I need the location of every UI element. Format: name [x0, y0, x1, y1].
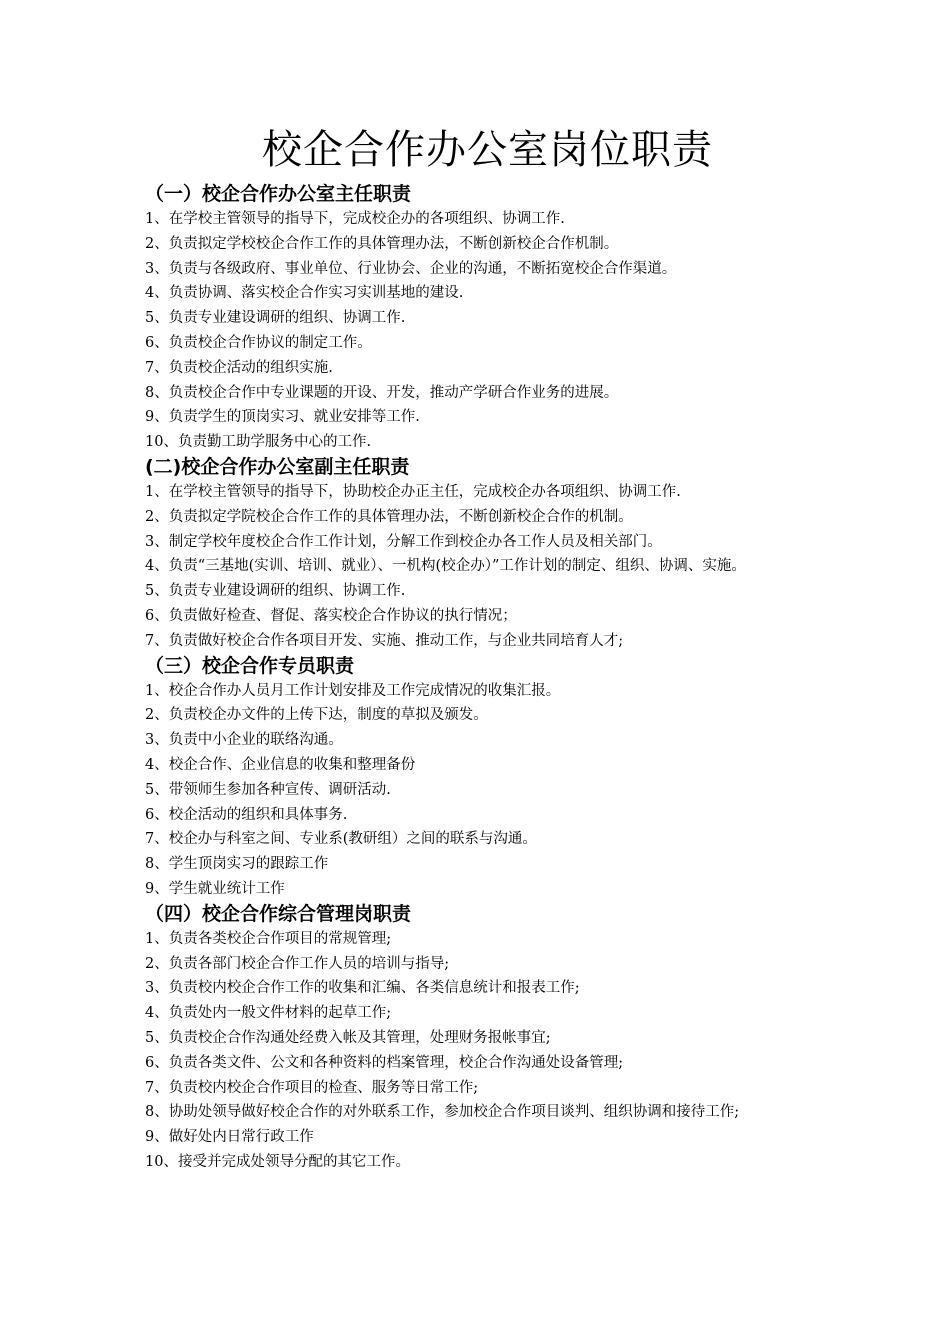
list-item: 9、做好处内日常行政工作 — [145, 1129, 314, 1146]
list-item: 5、负责校企合作沟通处经费入帐及其管理，处理财务报帐事宜; — [145, 1029, 551, 1046]
list-item: 7、负责校内校企合作项目的检查、服务等日常工作; — [145, 1079, 479, 1096]
list-item: 4、校企合作、企业信息的收集和整理备份 — [145, 756, 416, 773]
list-item: 3、负责与各级政府、事业单位、行业协会、企业的沟通，不断拓宽校企合作渠道。 — [145, 260, 677, 277]
list-item: 4、负责“三基地(实训、培训、就业）、一机构(校企办）”工作计划的制定、组织、协调、实施。 — [145, 558, 746, 575]
section-director — [145, 182, 830, 455]
list-item: 8、学生顶岗实习的跟踪工作 — [145, 856, 329, 873]
list-item: 3、负责校内校企合作工作的收集和汇编、各类信息统计和报表工作; — [145, 980, 580, 997]
section-deputy-director — [145, 455, 830, 654]
list-item: 4、负责协调、落实校企合作实习实训基地的建设. — [145, 285, 464, 302]
list-item: 6、校企活动的组织和具体事务. — [145, 806, 348, 823]
list-item: 2、负责拟定学院校企合作工作的具体管理办法，不断创新校企合作的机制。 — [145, 508, 633, 525]
list-item: 7、负责做好校企合作各项目开发、实施、推动工作，与企业共同培育人才; — [145, 632, 624, 649]
list-item: 5、带领师生参加各种宣传、调研活动. — [145, 781, 391, 798]
list-item: 8、协助处领导做好校企合作的对外联系工作，参加校企合作项目谈判、组织协调和接待工作; — [145, 1104, 740, 1121]
list-item: 6、负责做好检查、督促、落实校企合作协议的执行情况； — [145, 607, 517, 624]
section-general-management — [145, 902, 830, 1175]
section-heading: （一）校企合作办公室主任职责 — [145, 183, 412, 205]
document-title: 校企合作办公室岗位职责 — [262, 127, 713, 173]
list-item: 8、负责校企合作中专业课题的开设、开发，推动产学研合作业务的进展。 — [145, 384, 619, 401]
list-item: 1、校企合作办人员月工作计划安排及工作完成情况的收集汇报。 — [145, 682, 561, 699]
list-item: 4、负责处内一般文件材料的起草工作; — [145, 1005, 392, 1022]
list-item: 3、负责中小企业的联络沟通。 — [145, 732, 343, 749]
section-heading: （四）校企合作综合管理岗职责 — [145, 902, 412, 925]
list-item: 9、学生就业统计工作 — [145, 880, 285, 897]
list-item: 10、接受并完成处领导分配的其它工作。 — [145, 1153, 410, 1170]
list-item: 2、负责校企办文件的上传下达，制度的草拟及颁发。 — [145, 707, 488, 724]
list-item: 1、在学校主管领导的指导下，协助校企办正主任，完成校企办各项组织、协调工作. — [145, 483, 681, 500]
list-item: 2、负责各部门校企合作工作人员的培训与指导; — [145, 955, 450, 972]
list-item: 10、负责勤工助学服务中心的工作. — [145, 434, 372, 451]
list-item: 6、负责校企合作协议的制定工作。 — [145, 334, 372, 351]
list-item: 6、负责各类文件、公文和各种资料的档案管理，校企合作沟通处设备管理; — [145, 1054, 624, 1071]
list-item: 1、负责各类校企合作项目的常规管理; — [145, 930, 392, 947]
section-heading: (二)校企合作办公室副主任职责 — [145, 455, 410, 478]
section-specialist — [145, 654, 830, 902]
list-item: 7、负责校企活动的组织实施. — [145, 359, 333, 376]
list-item: 1、在学校主管领导的指导下，完成校企办的各项组织、协调工作. — [145, 211, 565, 227]
document-page — [145, 118, 830, 1175]
list-item: 3、制定学校年度校企合作工作计划，分解工作到校企办各工作人员及相关部门。 — [145, 533, 662, 550]
list-item: 2、负责拟定学校校企合作工作的具体管理办法，不断创新校企合作机制。 — [145, 235, 619, 252]
list-item: 9、负责学生的顶岗实习、就业安排等工作. — [145, 409, 420, 426]
list-item: 5、负责专业建设调研的组织、协调工作. — [145, 583, 406, 600]
list-item: 5、负责专业建设调研的组织、协调工作. — [145, 310, 406, 327]
section-heading: （三）校企合作专员职责 — [145, 654, 355, 677]
list-item: 7、校企办与科室之间、专业系(教研组）之间的联系与沟通。 — [145, 831, 537, 848]
